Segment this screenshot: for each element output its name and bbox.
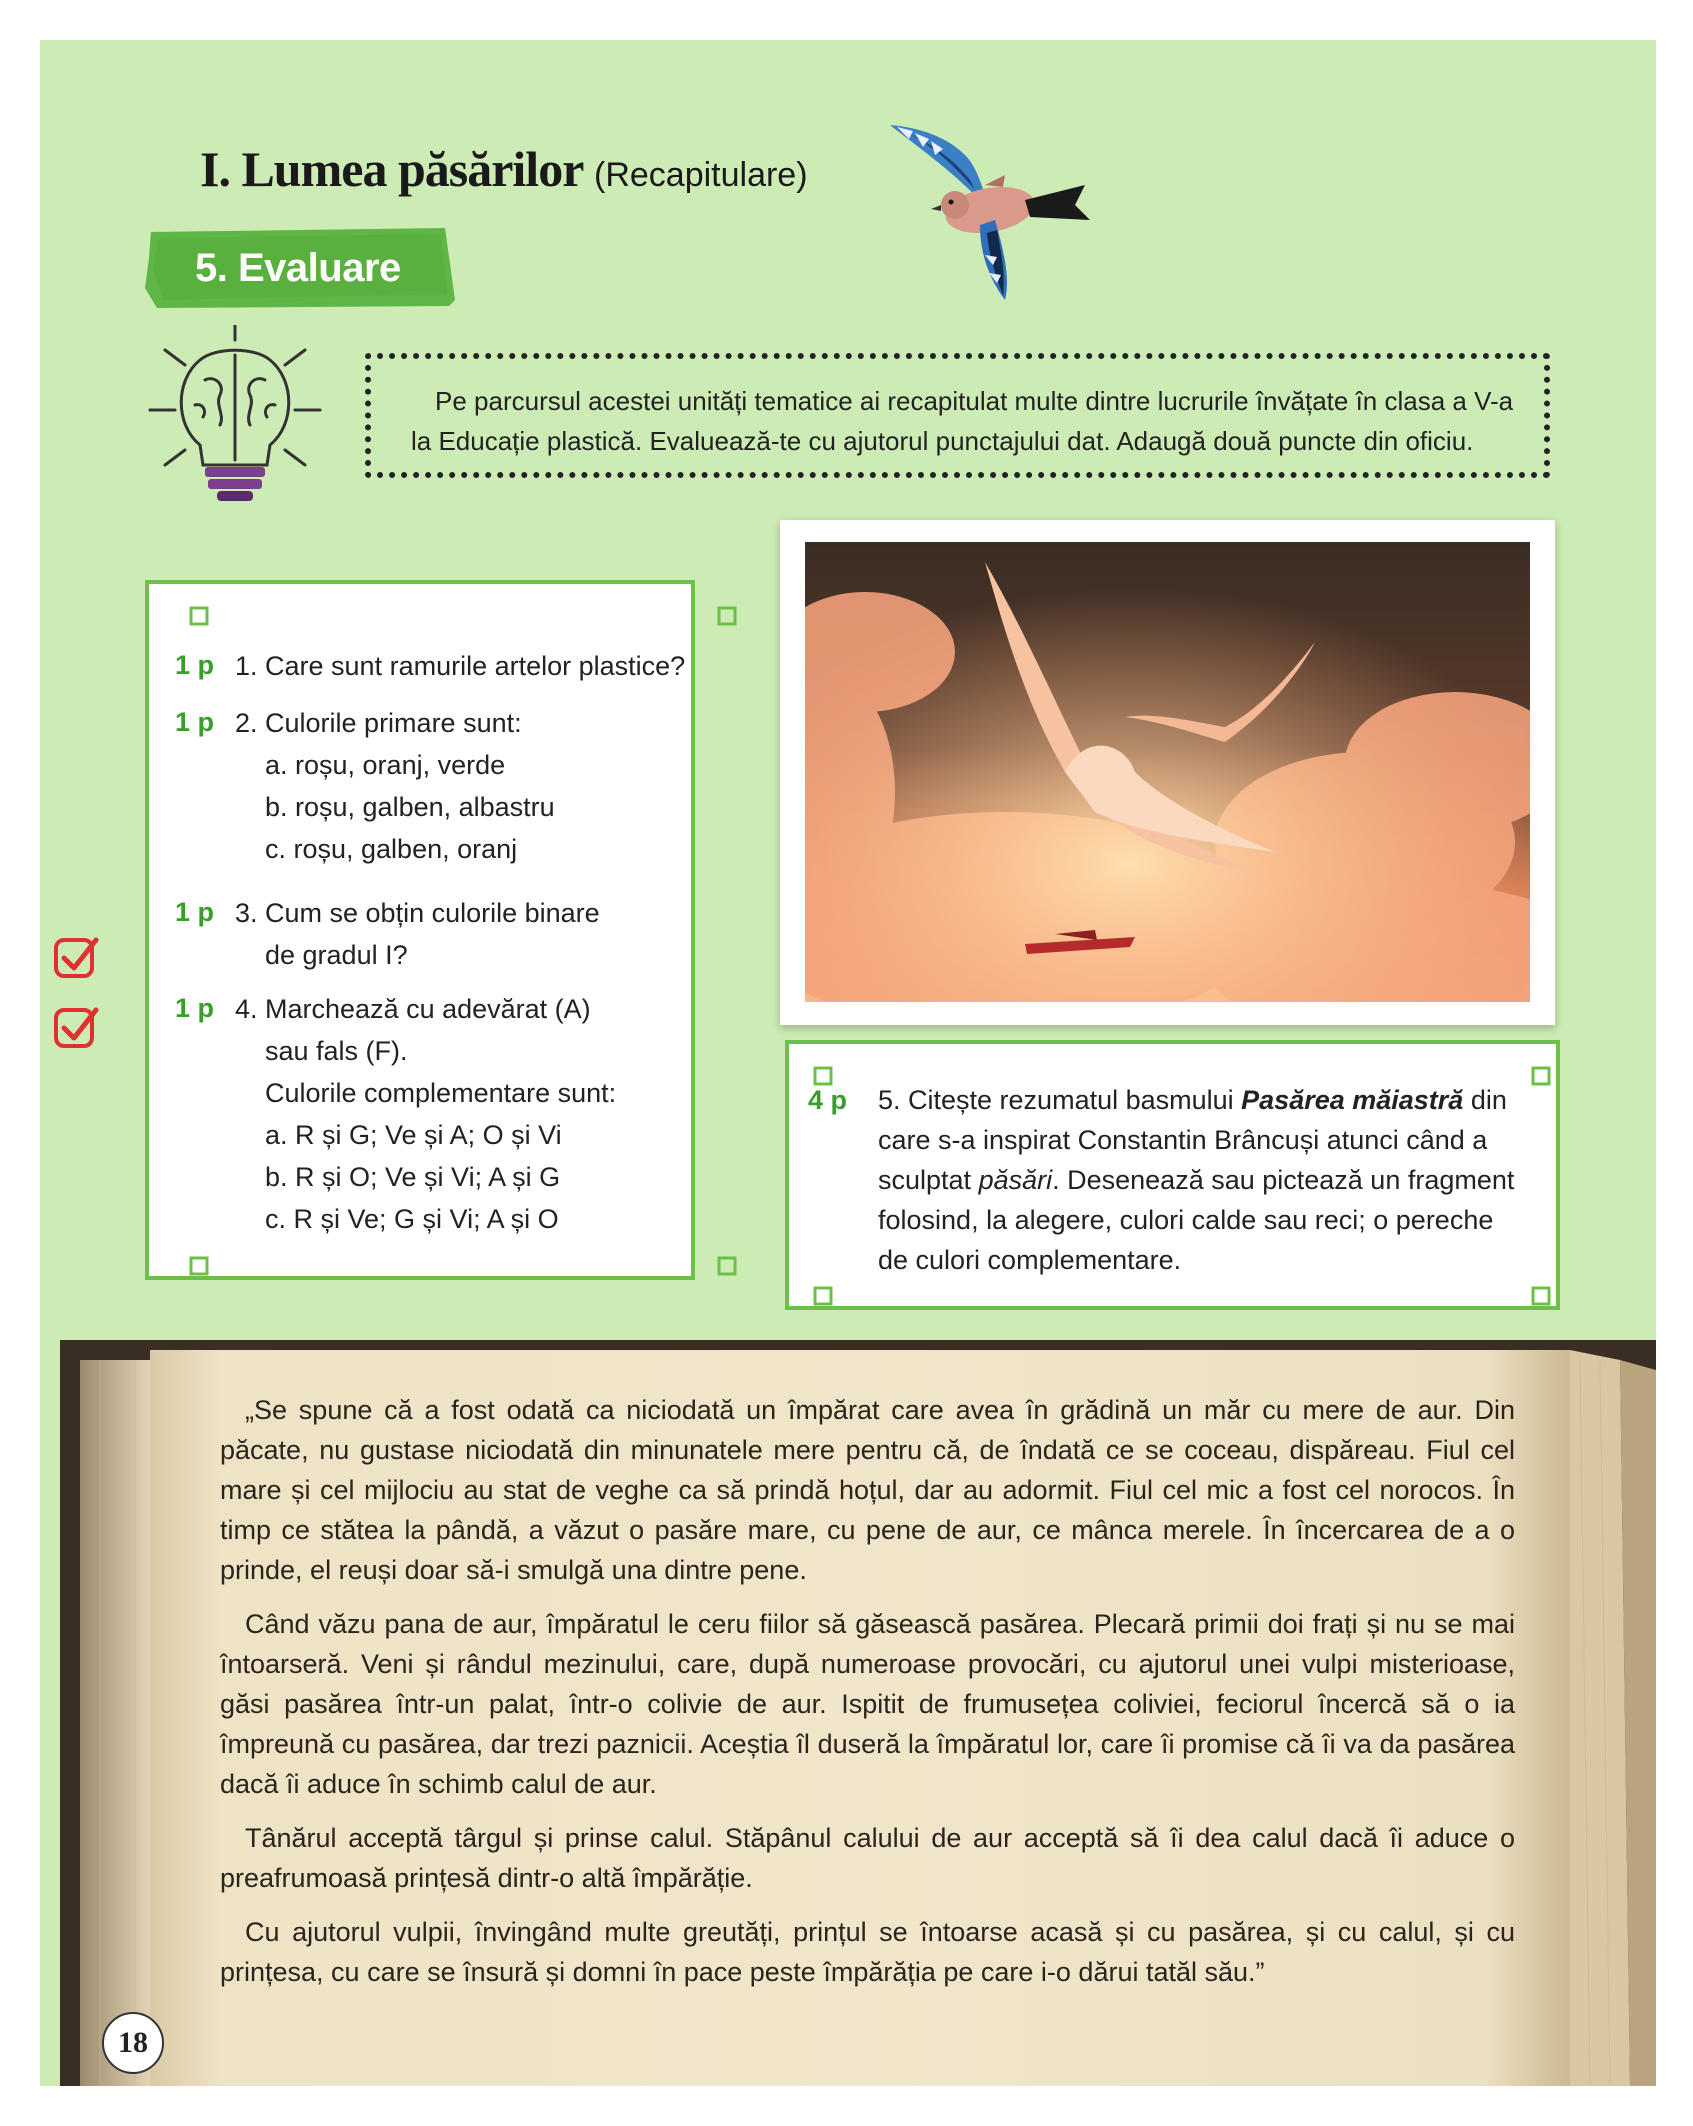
title-text: I. Lumea păsărilor <box>200 141 583 197</box>
checkbox-icon[interactable] <box>52 932 100 980</box>
question-1 <box>235 645 685 687</box>
question-5-text: 5. Citește rezumatul basmului <box>878 1085 1242 1115</box>
page-title <box>200 140 808 198</box>
story-paragraph-1: „Se spune că a fost odată ca niciodată un împărat care avea în grădină un măr cu mere de aur. Din păcate, nu gustase niciodată din minunatele mere pentru că, de îndată ce se coceau, dispăreau. Fiul cel mare și cel mijlociu au stat de veghe ca să prindă hoțul, dar au adormit. Fiul cel mic a fost cel norocos. În timp ce stătea la pândă, a văzut o pasăre mare, cu pene de aur, ce mânca merele. În încercarea de a o prinde, el reuși doar să-i smulgă una dintre pene. <box>220 1395 1515 1585</box>
question-3-text: 3. Cum se obțin culorile binare <box>235 898 600 928</box>
story-paragraph-4: Cu ajutorul vulpii, învingând multe greutăți, prințul se întoarse acasă și cu pasărea, și cu calul, și cu prințesa, cu care se însură și domni în pace peste împărăția pe care i-o dărui tatăl său.” <box>220 1917 1515 1987</box>
question-4-text: 4. Marchează cu adevărat (A) <box>235 994 591 1024</box>
story-paragraph-2: Când văzu pana de aur, împăratul le ceru fiilor să găsească pasărea. Plecară primii doi frați și nu se mai întoarseră. Veni și rândul mezinului, care, după numeroase provocări, cu ajutorul unei vulpi misterioase, găsi pasărea într-un palat, într-o colivie de aur. Ispitit de frumusețea coliviei, feciorul încercă să o ia împreună cu pasărea, dar trezi paznicii. Aceștia îl duseră la împăratul lor, care îi promise că îi va da pasărea dacă îi aduce în schimb calul de aur. <box>220 1609 1515 1799</box>
question-2 <box>235 702 555 870</box>
question-4-option-b: b. R și O; Ve și Vi; A și G <box>265 1162 561 1192</box>
fairytale-summary <box>220 1390 1515 2006</box>
question-2-option-b: b. roșu, galben, albastru <box>265 792 555 822</box>
painting-birds-clouds <box>805 542 1530 1002</box>
lightbulb-brain-icon <box>145 325 325 510</box>
question-4 <box>235 988 616 1240</box>
question-4-text-cont2: Culorile complementare sunt: <box>265 1078 617 1108</box>
story-paragraph-3: Tânărul acceptă târgul și prinse calul. Stăpânul calului de aur acceptă să îi dea calul dacă îi aduce o preafrumoasă prințesă dintr-o altă împărăție. <box>220 1823 1515 1893</box>
page <box>40 40 1656 2086</box>
corner-ornament <box>1530 1065 1552 1087</box>
checkbox-icon[interactable] <box>52 1002 100 1050</box>
page-number: 18 <box>102 2012 164 2074</box>
question-5-text-mid: din care s-a inspirat Constantin Brâncuși atunci când a sculptat <box>878 1085 1507 1195</box>
bird-illustration <box>885 105 1095 305</box>
question-3 <box>235 892 600 976</box>
question-4-option-c: c. R și Ve; G și Vi; A și O <box>265 1204 559 1234</box>
question-5-fairytale-title: Pasărea măiastră <box>1241 1085 1464 1115</box>
title-subtitle: (Recapitulare) <box>594 156 808 194</box>
corner-ornament <box>188 1255 210 1277</box>
question-3-text-cont: de gradul I? <box>265 940 408 970</box>
question-1-text: 1. Care sunt ramurile artelor plastice? <box>235 651 686 681</box>
points-q4: 1 p <box>175 993 215 1023</box>
question-5 <box>878 1080 1528 1280</box>
question-5-text-end: . Desenează sau pictează un fragment folosind, la alegere, culori calde sau reci; o pereche de culori complementare. <box>878 1165 1515 1275</box>
question-5-italic: păsări <box>978 1165 1053 1195</box>
intro-text: Pe parcursul acestei unități tematice ai recapitulat multe dintre lucrurile învățate în clasa a V-a la Educație plastică. Evaluează-te cu ajutorul punctajului dat. Adaugă două puncte din oficiu. <box>411 386 1514 456</box>
points-q3: 1 p <box>175 897 215 927</box>
question-2-option-c: c. roșu, galben, oranj <box>265 834 518 864</box>
question-4-option-a: a. R și G; Ve și A; O și Vi <box>265 1120 562 1150</box>
points-q2: 1 p <box>175 707 215 737</box>
corner-ornament <box>1530 1285 1552 1307</box>
question-4-text-cont: sau fals (F). <box>265 1036 408 1066</box>
corner-ornament <box>716 1255 738 1277</box>
corner-ornament <box>188 605 210 627</box>
section-label: 5. Evaluare <box>195 246 401 290</box>
corner-ornament <box>812 1285 834 1307</box>
intro-box <box>365 353 1550 478</box>
points-q1: 1 p <box>175 650 215 680</box>
corner-ornament <box>716 605 738 627</box>
question-2-text: 2. Culorile primare sunt: <box>235 708 522 738</box>
points-q5: 4 p <box>808 1085 848 1115</box>
question-2-option-a: a. roșu, oranj, verde <box>265 750 506 780</box>
corner-ornament <box>812 1065 834 1087</box>
